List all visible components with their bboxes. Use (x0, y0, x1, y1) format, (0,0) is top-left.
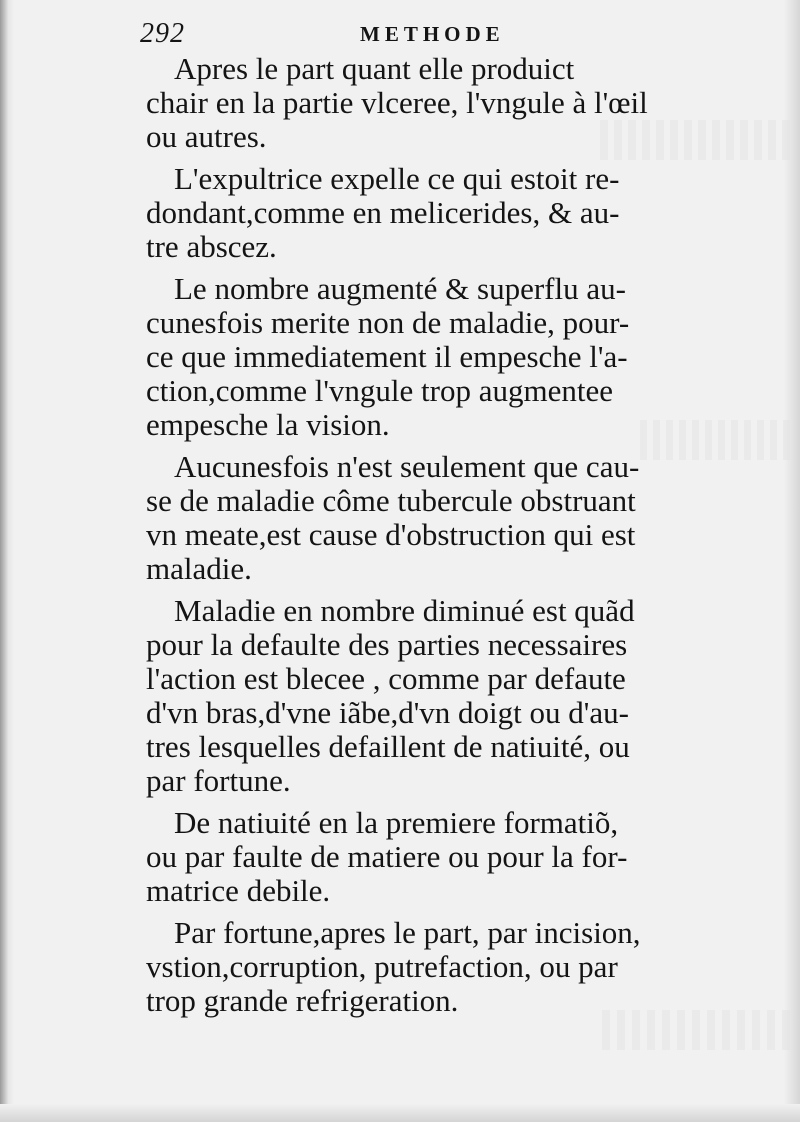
text-line: Maladie en nombre diminué est quãd (174, 593, 635, 628)
page-right-edge (784, 0, 800, 1122)
paragraph (146, 52, 736, 154)
running-head: METHODE (360, 22, 505, 46)
page-bottom-shadow (0, 1104, 800, 1122)
text-line: tres lesquelles defaillent de natiuité, ou (146, 729, 630, 764)
text-line: De natiuité en la premiere formatiõ, (174, 805, 619, 840)
text-line: Par fortune,apres le part, par incision, (174, 915, 641, 950)
text-line: par fortune. (146, 763, 291, 798)
text-line: maladie. (146, 551, 252, 586)
text-line: matrice debile. (146, 873, 331, 908)
paragraph (146, 916, 736, 1018)
body-text (146, 52, 736, 1026)
text-line: ou par faulte de matiere ou pour la for- (146, 839, 628, 874)
paragraph (146, 272, 736, 442)
text-line: dondant,comme en melicerides, & au- (146, 195, 620, 230)
text-line: tre abscez. (146, 229, 277, 264)
paragraph (146, 594, 736, 798)
page-header (140, 18, 740, 48)
text-line: L'expultrice expelle ce qui estoit re- (174, 161, 620, 196)
page-gutter-shadow (0, 0, 14, 1122)
text-line: ou autres. (146, 119, 267, 154)
page-number: 292 (140, 18, 185, 49)
text-line: vstion,corruption, putrefaction, ou par (146, 949, 618, 984)
text-line: d'vn bras,d'vne iãbe,d'vn doigt ou d'au- (146, 695, 629, 730)
text-line: cunesfois merite non de maladie, pour- (146, 305, 630, 340)
text-line: empesche la vision. (146, 407, 390, 442)
text-line: Apres le part quant elle produict (174, 51, 575, 86)
text-line: ction,comme l'vngule trop augmentee (146, 373, 613, 408)
paragraph (146, 806, 736, 908)
paragraph (146, 162, 736, 264)
text-line: Le nombre augmenté & superflu au- (174, 271, 626, 306)
text-line: se de maladie côme tubercule obstruant (146, 483, 636, 518)
text-line: vn meate,est cause d'obstruction qui est (146, 517, 636, 552)
text-line: l'action est blecee , comme par defaute (146, 661, 626, 696)
paragraph (146, 450, 736, 586)
text-line: trop grande refrigeration. (146, 983, 459, 1018)
text-line: pour la defaulte des parties necessaires (146, 627, 628, 662)
text-line: chair en la partie vlceree, l'vngule à l'œil (146, 85, 648, 120)
text-line: Aucunesfois n'est seulement que cau- (174, 449, 640, 484)
text-line: ce que immediatement il empesche l'a- (146, 339, 628, 374)
